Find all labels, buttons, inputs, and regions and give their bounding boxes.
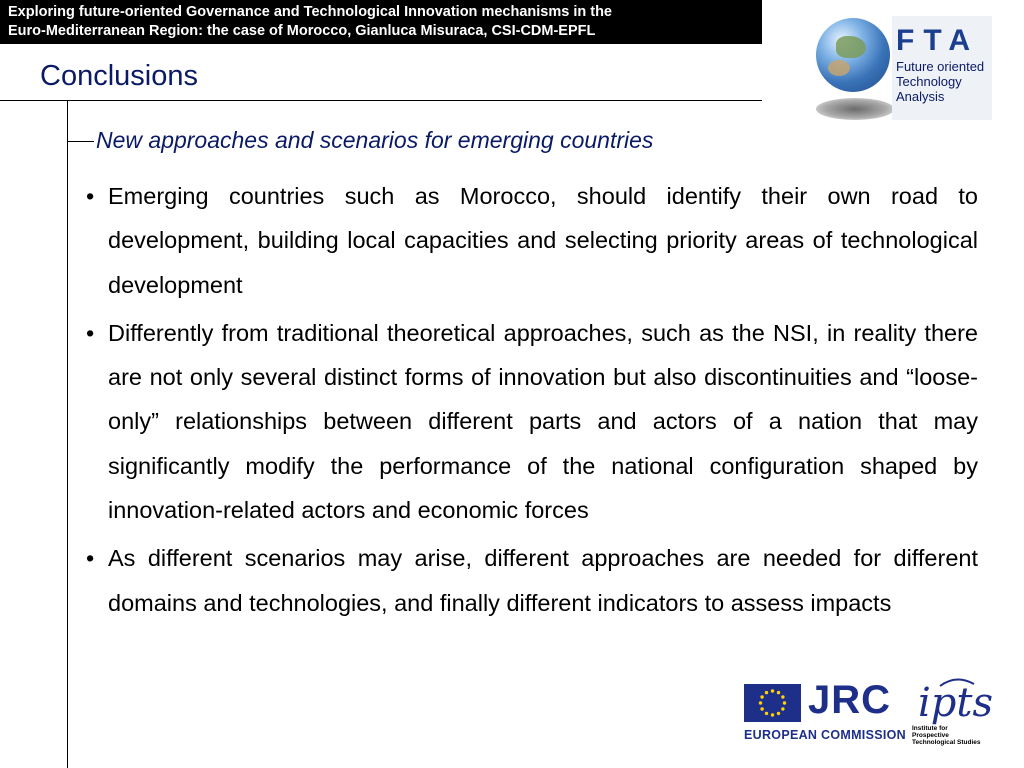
fta-desc-line-3: Analysis — [896, 89, 945, 104]
fta-letters: FTA — [896, 24, 980, 57]
bullet-text: As different scenarios may arise, different approaches are needed for different domains and technologies, and finally different indicators to assess impacts — [108, 545, 978, 616]
fta-description — [896, 59, 992, 104]
eu-star-icon — [781, 695, 784, 698]
ipts-mark-icon — [910, 676, 998, 726]
eu-star-icon — [777, 691, 780, 694]
title-divider — [0, 100, 762, 101]
eu-star-icon — [771, 689, 774, 692]
left-vertical-rule — [67, 101, 68, 768]
eu-star-icon — [765, 691, 768, 694]
eu-star-icon — [777, 712, 780, 715]
bullet-item-2 — [86, 311, 978, 532]
ipts-logo — [910, 676, 998, 752]
eu-star-icon — [760, 695, 763, 698]
bullet-text: Differently from traditional theoretical approaches, such as the NSI, in reality there are not only several distinct forms of innovation but also discontinuities and “loose-only” relationships between different parts and actors of a nation that may significantly modify the performance of the national configuration shaped by innovation-related actors and economic forces — [108, 319, 978, 524]
eu-star-icon — [783, 701, 786, 704]
eu-star-icon — [759, 701, 762, 704]
eu-flag-icon — [744, 684, 801, 722]
eu-star-icon — [771, 713, 774, 716]
ipts-caption-line-3: Technological Studies — [912, 739, 981, 746]
fta-desc-line-1: Future oriented — [896, 59, 985, 74]
bullet-marker: • — [86, 183, 95, 209]
bullet-list — [86, 174, 978, 629]
bullet-item-3 — [86, 536, 978, 625]
jrc-logo — [744, 678, 906, 746]
jrc-wordmark: JRC — [808, 678, 892, 722]
fta-desc-line-2: Technology — [896, 74, 962, 89]
ipts-caption-line-2: Prospective — [912, 732, 949, 739]
eu-star-icon — [781, 707, 784, 710]
european-commission-label: EUROPEAN COMMISSION — [744, 728, 906, 742]
ipts-caption-line-1: Institute for — [912, 725, 948, 732]
subtitle-connector-line — [67, 141, 94, 142]
eu-star-icon — [765, 712, 768, 715]
header-line-1: Exploring future-oriented Governance and Technological Innovation mechanisms in the — [8, 4, 612, 20]
page-title: Conclusions — [40, 60, 198, 92]
bullet-item-1 — [86, 174, 978, 307]
presentation-header-bar — [0, 0, 762, 44]
section-subtitle: New approaches and scenarios for emerging countries — [96, 127, 654, 153]
header-line-2: Euro-Mediterranean Region: the case of Morocco, Gianluca Misuraca, CSI-CDM-EPFL — [8, 23, 596, 39]
ipts-mark-text: ipts — [918, 680, 993, 726]
bullet-marker: • — [86, 319, 95, 346]
globe-shadow — [816, 98, 894, 120]
eu-star-icon — [760, 707, 763, 710]
ipts-caption — [912, 725, 981, 746]
bullet-marker: • — [86, 545, 95, 572]
globe-icon — [816, 18, 890, 92]
bullet-text: Emerging countries such as Morocco, should identify their own road to development, building local capacities and selecting priority areas of technological development — [108, 183, 978, 298]
fta-logo — [812, 12, 992, 124]
